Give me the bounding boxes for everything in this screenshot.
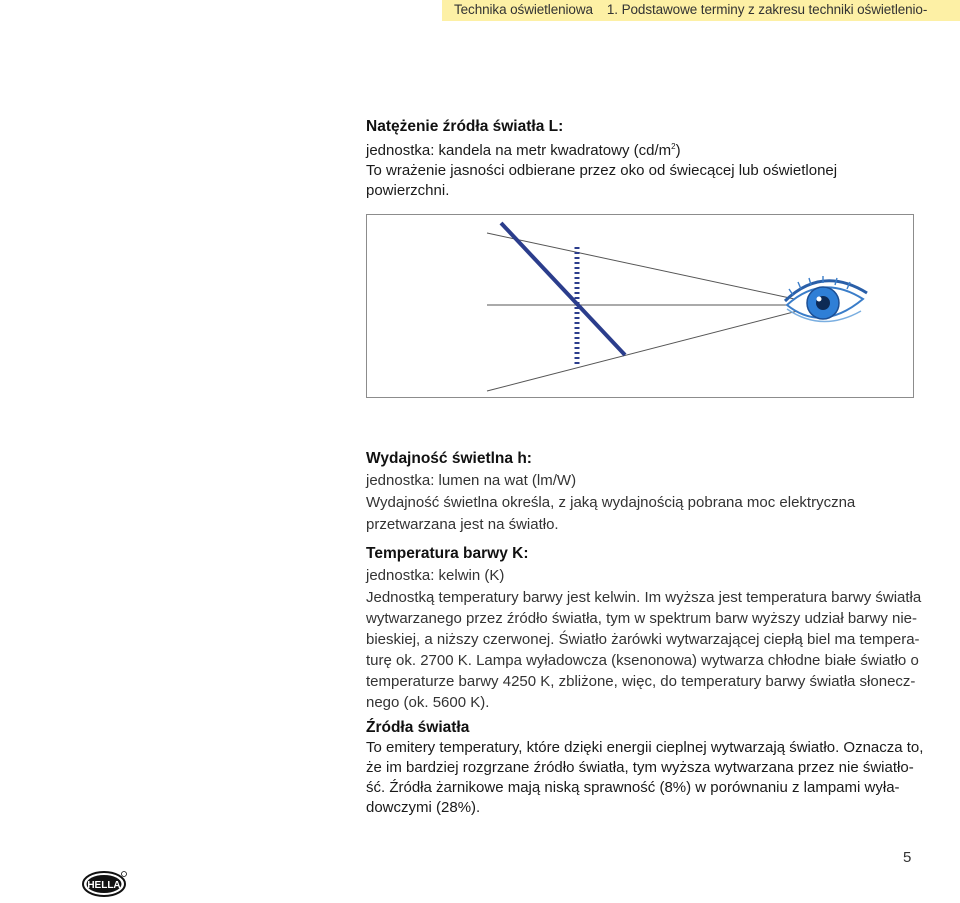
efficacy-heading: Wydajność świetlna h:	[366, 450, 532, 467]
luminance-heading: Natężenie źródła światła L:	[366, 118, 564, 135]
color-temperature-line: Jednostką temperatury barwy jest kelwin. Im wyższa jest temperatura barwy światła	[366, 589, 922, 606]
color-temperature-line: nego (ok. 5600 K).	[366, 694, 490, 711]
luminance-unit-sup: 2	[671, 142, 676, 151]
header-section: Technika oświetleniowa	[454, 2, 593, 17]
light-sources-section	[366, 718, 926, 818]
light-sources-line: To emitery temperatury, które dzięki energii cieplnej wytwarzają światło. Oznacza to,	[366, 739, 924, 756]
light-sources-line: że im bardziej rozgrzane źródło światła, tym wyższa wytwarzana przez nie światło-	[366, 759, 914, 776]
luminance-figure	[366, 214, 914, 398]
color-temperature-line: turę ok. 2700 K. Lampa wyładowcza (ksenonowa) wytwarza chłodne białe światło o	[366, 652, 919, 669]
efficacy-line: jednostka: lumen na wat (lm/W)	[366, 472, 577, 489]
light-sources-line: dowczymi (28%).	[366, 799, 481, 816]
ray-upper	[487, 233, 813, 303]
color-temperature-section	[366, 544, 926, 713]
luminance-unit-text: jednostka: kandela na metr kwadratowy (cd/m	[366, 142, 672, 159]
luminance-unit-close: )	[675, 142, 681, 159]
luminous-surface	[501, 223, 625, 355]
efficacy-line: przetwarzana jest na światło.	[366, 516, 559, 533]
header-chapter: 1. Podstawowe terminy z zakresu techniki oświetlenio-	[606, 2, 928, 17]
luminance-section	[366, 117, 926, 201]
light-sources-line: ść. Źródła żarnikowe mają niską sprawność (8%) w porównaniu z lampami wyła-	[366, 779, 900, 796]
hella-logo-text: HELLA	[87, 880, 121, 891]
color-temperature-heading: Temperatura barwy K:	[366, 545, 529, 562]
luminance-line: powierzchni.	[366, 182, 450, 199]
luminance-unit	[366, 137, 926, 161]
light-sources-heading: Źródła światła	[366, 719, 470, 736]
luminance-diagram	[367, 215, 915, 399]
color-temperature-unit: jednostka: kelwin (K)	[366, 567, 505, 584]
running-header	[454, 0, 927, 19]
color-temperature-line: bieskiej, a niższy czerwonej. Światło żarówki wytwarzającej ciepłą biel ma tempera-	[366, 631, 920, 648]
color-temperature-line: wytwarzanego przez źródło światła, tym w spektrum barw wyższy udział barwy nie-	[366, 610, 918, 627]
efficacy-section	[366, 449, 926, 535]
hella-logo-icon	[82, 870, 128, 898]
luminance-line: To wrażenie jasności odbierane przez oko od świecącej lub oświetlonej	[366, 162, 838, 179]
hella-logo	[82, 870, 128, 903]
eye-icon	[785, 276, 867, 322]
efficacy-line: Wydajność świetlna określa, z jaką wydajnością pobrana moc elektryczna	[366, 494, 856, 511]
ray-lower	[487, 307, 813, 391]
color-temperature-line: temperaturze barwy 4250 K, zbliżone, więc, do temperatury barwy światła słonecz-	[366, 673, 916, 690]
page-number: 5	[903, 849, 912, 866]
